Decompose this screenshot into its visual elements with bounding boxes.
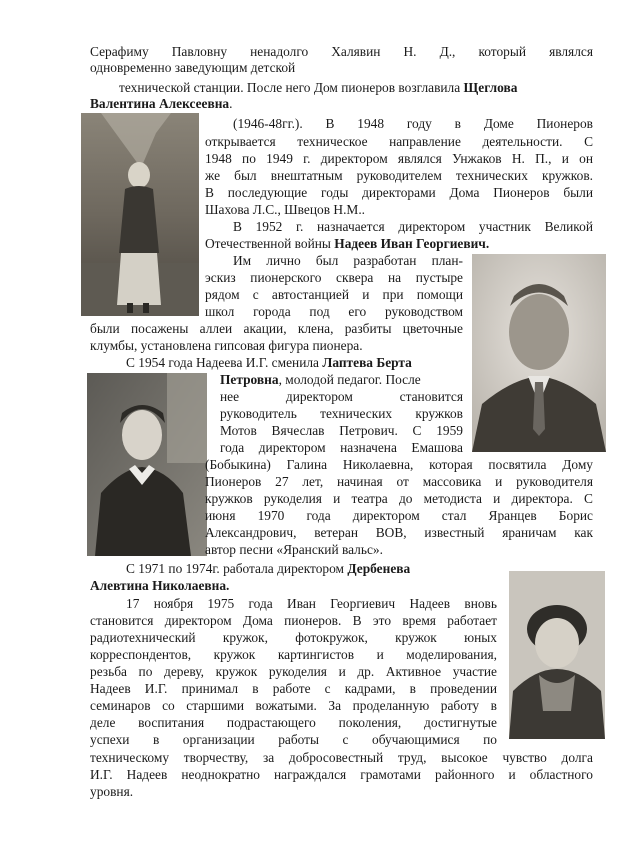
photo-derbeneva [509, 571, 605, 739]
text-line: одновременно заведующим детской [90, 60, 296, 75]
text-line: руководитель технических кружков [220, 406, 463, 421]
text-line: В последующие годы директорами Дома Пионеров были [205, 185, 593, 200]
text-line [90, 96, 232, 112]
text-line: эскиз пионерского сквера на пустыре [205, 270, 463, 285]
text-fragment: С 1971 по 1974г. работала директором [126, 561, 348, 576]
text-line [220, 372, 421, 388]
text-line: техническому творчеству, за добросовестный труд, высокое чувство долга [90, 750, 593, 765]
text-line: успехи в организации работы с обучающимися по [90, 732, 497, 747]
text-fragment: , молодой педагог. После [278, 372, 421, 387]
text-line: школ города под его руководством [205, 304, 463, 319]
text-line: кружков рукоделия и театра до методиста и директора. С [205, 491, 593, 506]
text-line: Мотов Вячеслав Петрович. С 1959 [220, 423, 463, 438]
name-lapteva: Лаптева Берта [322, 355, 412, 370]
photo-shcheglova [81, 113, 199, 316]
text-line: Им лично был разработан план- [233, 253, 463, 268]
text-line: 1948 по 1949 г. директором являлся Унжаков Н. П., и он [205, 151, 593, 166]
text-line: 17 ноября 1975 года Иван Георгиевич Надеев вновь [126, 596, 497, 611]
text-line: И.Г. Надеев неоднократно награждался грамотами районного и областного [90, 767, 593, 782]
text-fragment: С 1954 года Надеева И.Г. сменила [126, 355, 323, 370]
text-line: корреспондентов, кружок картингистов и моделирования, [90, 647, 497, 662]
text-line: семинаров со старшими вожатыми. За проделанную работу в [90, 698, 497, 713]
text-fragment: . [229, 96, 233, 111]
text-line: же был внештатным руководителем технических кружков. [205, 168, 593, 183]
text-line: Надеев И.Г. принимал в работе с кадрами, в проведении [90, 681, 497, 696]
name-lapteva-cont: Петровна [220, 372, 279, 387]
text-line [205, 236, 489, 252]
text-line: года директором назначена Емашова [220, 440, 463, 455]
text-line: автор песни «Яранский вальс». [205, 542, 383, 557]
text-line: открывается техническое направление деятельности. С [205, 134, 593, 149]
text-line: становится директором Дома пионеров. В это время работает [90, 613, 497, 628]
text-line: В 1952 г. назначается директором участник Великой [233, 219, 593, 234]
text-line: Пионеров 27 лет, начиная от массовика и руководителя [205, 474, 593, 489]
text-fragment: технической станции. После него Дом пионеров возглавила [119, 80, 464, 95]
name-derbeneva: Дербенева [347, 561, 411, 576]
text-line: рядом с автостанцией и при помощи [205, 287, 463, 302]
name-derbeneva-cont: Алевтина Николаевна. [90, 578, 230, 593]
name-shcheglova: Щеглова [463, 80, 518, 95]
text-line: деле воспитания подрастающего поколения, достигнутые [90, 715, 497, 730]
name-shcheglova-cont: Валентина Алексеевна [90, 96, 230, 111]
text-line: радиотехнический кружок, фотокружок, кружок юных [90, 630, 497, 645]
text-line: Серафиму Павловну ненадолго Халявин Н. Д., который являлся [90, 44, 593, 59]
text-line [90, 578, 229, 594]
text-line [119, 80, 517, 96]
text-line: резьба по дереву, кружок рукоделия и др. Активное участие [90, 664, 497, 679]
photo-lapteva [87, 373, 207, 556]
text-line: были посажены аллеи акации, клена, разбиты цветочные [90, 321, 463, 336]
text-line: уровня. [90, 784, 134, 799]
text-line [126, 355, 412, 371]
text-line: нее директором становится [220, 389, 463, 404]
text-line: (1946-48гг.). В 1948 году в Доме Пионеров [233, 116, 593, 131]
text-fragment: Отечественной войны [205, 236, 335, 251]
photo-nadeev [472, 254, 606, 452]
name-nadeev: Надеев Иван Георгиевич. [334, 236, 490, 251]
text-line: июня 1970 года директором стал Яранцев Борис [205, 508, 593, 523]
text-line: Шахова Л.С., Швецов Н.М.. [205, 202, 366, 217]
text-line [126, 561, 410, 577]
text-line: клумбы, установлена гипсовая фигура пионера. [90, 338, 363, 353]
text-line: (Бобыкина) Галина Николаевна, которая посвятила Дому [205, 457, 593, 472]
text-line: Александрович, ветеран ВОВ, известный яраничам как [205, 525, 593, 540]
